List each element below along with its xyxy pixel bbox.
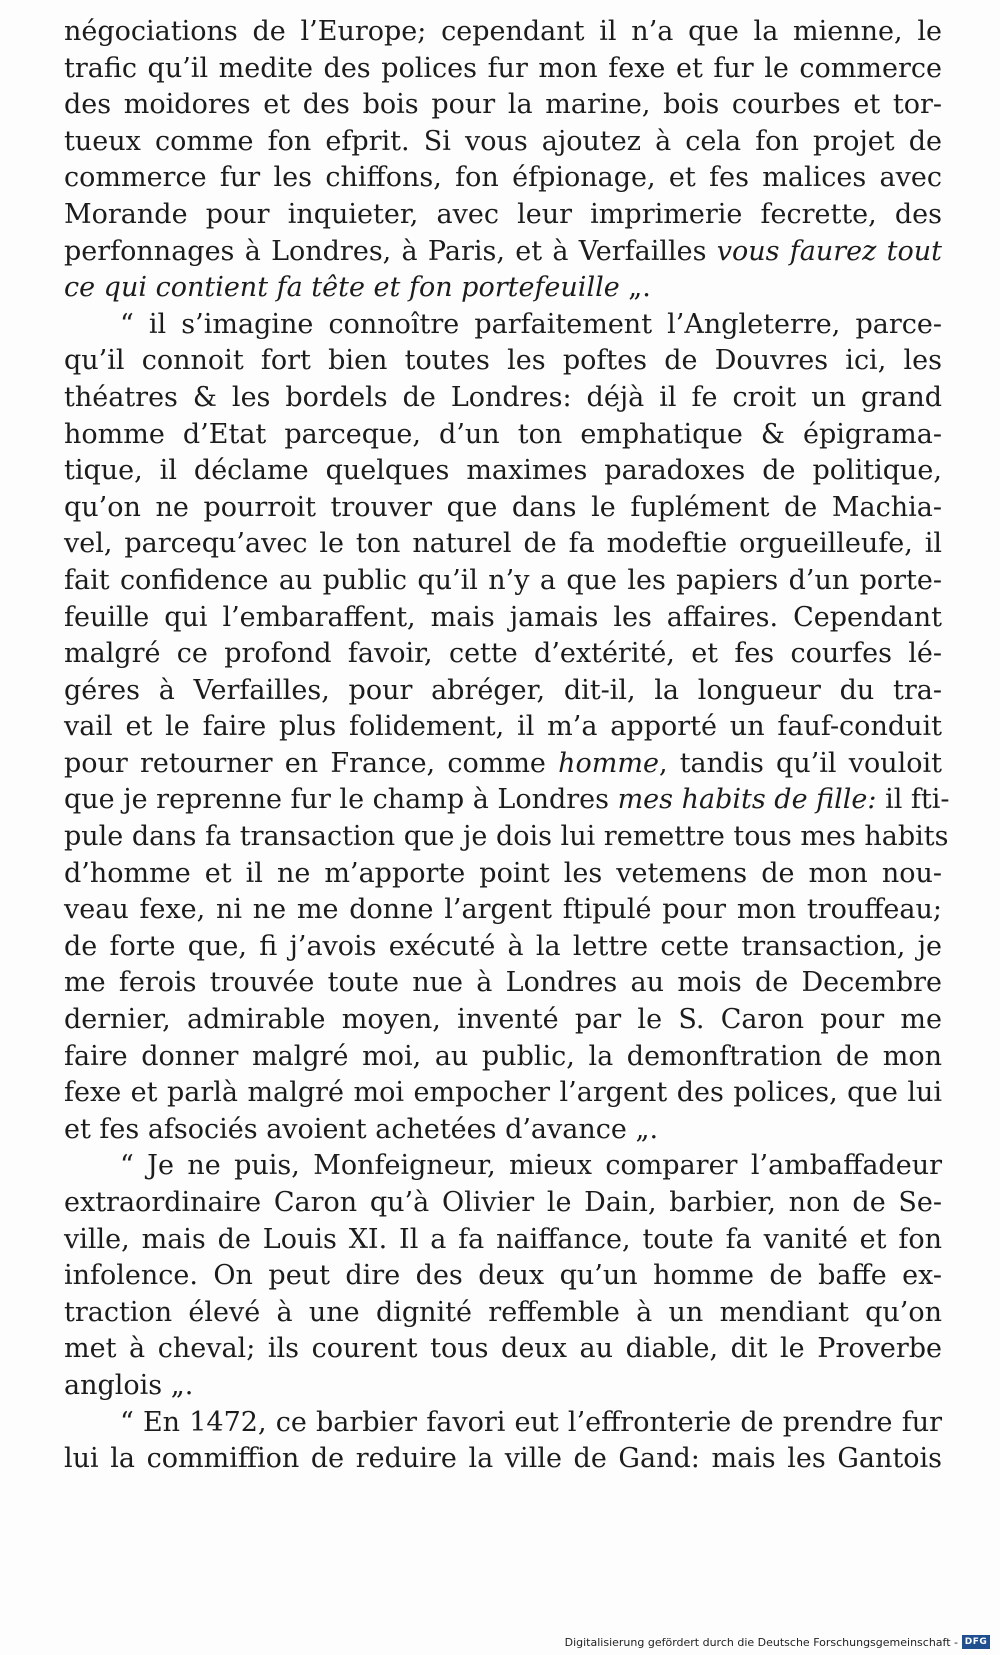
text-line: veau fexe, ni ne me donne l’argent ftipulé pour mon trouffeau; [64, 894, 942, 926]
text-line: feuille qui l’embaraffent, mais jamais les affaires. Cependant [64, 601, 942, 633]
text-line: met à cheval; ils courent tous deux au diable, dit le Proverbe [64, 1333, 942, 1365]
text-line: vel, parcequ’avec le ton naturel de fa modeftie orgueilleufe, il [64, 528, 942, 560]
text-line: d’homme et il ne m’apporte point les vetemens de mon nou- [64, 857, 942, 889]
text-line: “ Je ne puis, Monfeigneur, mieux comparer l’ambaffadeur [120, 1150, 942, 1182]
text-line: tueux comme fon efprit. Si vous ajoutez à cela fon projet de [64, 125, 942, 157]
text-line: “ il s’imagine connoître parfaitement l’Angleterre, parce- [120, 308, 942, 340]
text-run: il fti- [876, 784, 950, 816]
text-line: malgré ce profond favoir, cette d’extérité, et fes courfes lé- [64, 638, 942, 670]
text-line: Morande pour inquieter, avec leur imprimerie fecrette, des [64, 198, 942, 230]
text-line: vail et le faire plus folidement, il m’a apporté un fauf-conduit [64, 711, 942, 743]
italic-run: homme [558, 747, 659, 779]
italic-run: mes habits de fille: [617, 784, 877, 816]
text-line: pule dans fa transaction que je dois lui remettre tous mes habits [64, 821, 949, 853]
text-line: faire donner malgré moi, au public, la demonftration de mon [64, 1040, 942, 1072]
text-line: fait confidence au public qu’il n’y a que les papiers d’un porte- [64, 564, 942, 596]
text-line [64, 782, 950, 819]
text-line: négociations de l’Europe; cependant il n’a que la mienne, le [64, 16, 942, 47]
text-line: théatres & les bordels de Londres: déjà il fe croit un grand [64, 381, 942, 413]
text-line [64, 270, 942, 307]
text-line: homme d’Etat parceque, d’un ton emphatique & épigrama- [64, 418, 942, 450]
text-line: lui la commiffion de reduire la ville de Gand: mais les Gantois [64, 1443, 942, 1475]
body-text [64, 14, 950, 1478]
paragraph-1 [64, 14, 942, 307]
text-line: qu’il connoit fort bien toutes les poftes de Douvres ici, les [64, 345, 942, 377]
italic-run: vous faurez tout [716, 235, 942, 267]
dfg-logo-icon: DFG [962, 1635, 990, 1649]
text-line: traction élevé à une dignité reffemble à un mendiant qu’on [64, 1296, 942, 1328]
digitization-credit [565, 1634, 990, 1650]
text-line: ville, mais de Louis XI. Il a fa naiffance, toute fa vanité et fon [64, 1223, 942, 1255]
text-run: „. [619, 272, 651, 304]
text-line: et fes afsociés avoient achetées d’avance „. [64, 1113, 659, 1145]
text-line: trafic qu’il medite des polices fur mon fexe et fur le commerce [64, 52, 942, 84]
text-line: me ferois trouvée toute nue à Londres au mois de Decembre [64, 967, 942, 999]
text-run: , tandis qu’il vouloit [658, 747, 943, 779]
italic-run: ce qui contient fa tête et fon portefeuille [64, 272, 620, 304]
text-line: infolence. On peut dire des deux qu’un homme de baffe ex- [64, 1260, 942, 1292]
text-line: des moidores et des bois pour la marine, bois courbes et tor- [64, 89, 942, 121]
text-run: pour retourner en France, comme [64, 747, 546, 779]
paragraph-2 [64, 307, 950, 1149]
text-line: commerce fur les chiffons, fon éfpionage, et fes malices avec [64, 162, 942, 194]
text-line: fexe et parlà malgré moi empocher l’argent des polices, que lui [64, 1077, 942, 1109]
text-run: perfonnages à Londres, à Paris, et à Verfailles [64, 235, 707, 267]
text-line: de forte que, fi j’avois exécuté à la lettre cette transaction, je [64, 930, 942, 962]
text-line: tique, il déclame quelques maximes paradoxes de politique, [64, 455, 942, 487]
paragraph-3 [64, 1148, 942, 1404]
text-line [64, 746, 942, 783]
credit-text: Digitalisierung gefördert durch die Deutsche Forschungsgemeinschaft - [564, 1635, 958, 1649]
paragraph-4 [64, 1405, 942, 1478]
text-line [64, 234, 942, 271]
text-line: dernier, admirable moyen, inventé par le S. Caron pour me [64, 1004, 942, 1036]
text-line: anglois „. [64, 1369, 194, 1401]
text-line: géres à Verfailles, pour abréger, dit-il, la longueur du tra- [64, 674, 942, 706]
text-line: extraordinaire Caron qu’à Olivier le Dain, barbier, non de Se- [64, 1187, 942, 1218]
text-line: “ En 1472, ce barbier favori eut l’effronterie de prendre fur [120, 1406, 942, 1438]
text-line: qu’on ne pourroit trouver que dans le fuplément de Machia- [64, 491, 942, 523]
text-run: que je reprenne fur le champ à Londres [64, 784, 609, 816]
